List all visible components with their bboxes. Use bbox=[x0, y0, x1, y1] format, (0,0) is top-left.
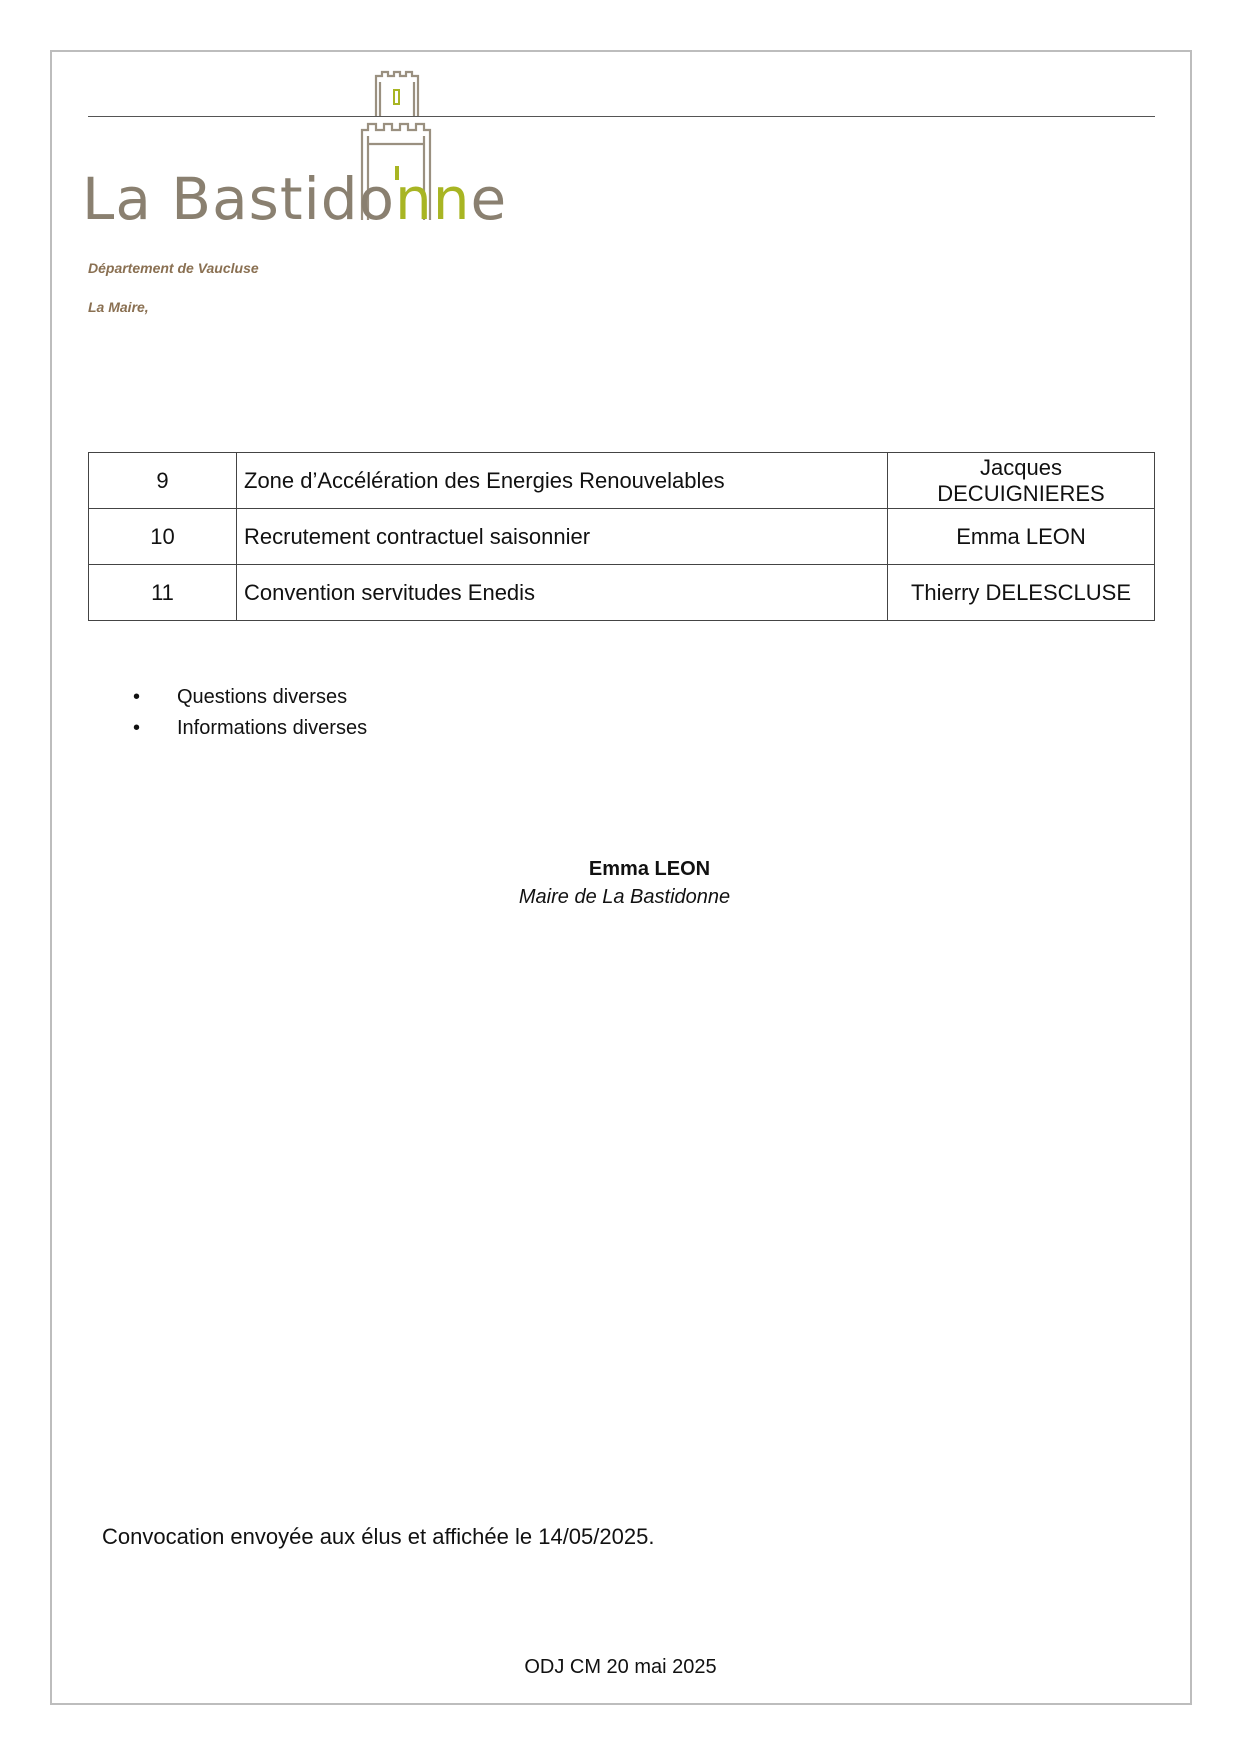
logo-text-end: e bbox=[470, 165, 508, 233]
bullet-icon: • bbox=[133, 686, 141, 708]
signatory-name: Emma LEON bbox=[588, 858, 711, 880]
agenda-item-number: 10 bbox=[89, 509, 237, 565]
list-item bbox=[128, 713, 367, 744]
misc-items-list bbox=[128, 682, 367, 744]
page-footer: ODJ CM 20 mai 2025 bbox=[524, 1656, 717, 1678]
logo-text-main: La Bastido bbox=[82, 165, 395, 233]
maire-label: La Maire, bbox=[88, 299, 149, 315]
agenda-table bbox=[88, 452, 1155, 621]
agenda-item-subject: Zone d’Accélération des Energies Renouvelables bbox=[237, 453, 888, 509]
agenda-item-number: 11 bbox=[89, 565, 237, 621]
logo-wordmark bbox=[82, 165, 508, 233]
bullet-icon: • bbox=[133, 717, 141, 739]
agenda-item-subject: Convention servitudes Enedis bbox=[237, 565, 888, 621]
agenda-item-subject: Recrutement contractuel saisonnier bbox=[237, 509, 888, 565]
agenda-item-number: 9 bbox=[89, 453, 237, 509]
department-label: Département de Vaucluse bbox=[88, 260, 259, 276]
table-row bbox=[89, 509, 1155, 565]
list-item bbox=[128, 682, 367, 713]
logo-text-accent: nn bbox=[395, 165, 471, 233]
convocation-note: Convocation envoyée aux élus et affichée le 14/05/2025. bbox=[102, 1524, 655, 1549]
table-row bbox=[89, 565, 1155, 621]
agenda-item-speaker: Thierry DELESCLUSE bbox=[888, 565, 1155, 621]
municipal-logo bbox=[82, 70, 508, 240]
list-item-label: Questions diverses bbox=[177, 686, 348, 708]
list-item-label: Informations diverses bbox=[177, 717, 368, 739]
signatory-title: Maire de La Bastidonne bbox=[518, 886, 731, 908]
agenda-item-speaker: Emma LEON bbox=[888, 509, 1155, 565]
table-row bbox=[89, 453, 1155, 509]
agenda-item-speaker: Jacques DECUIGNIERES bbox=[888, 453, 1155, 509]
